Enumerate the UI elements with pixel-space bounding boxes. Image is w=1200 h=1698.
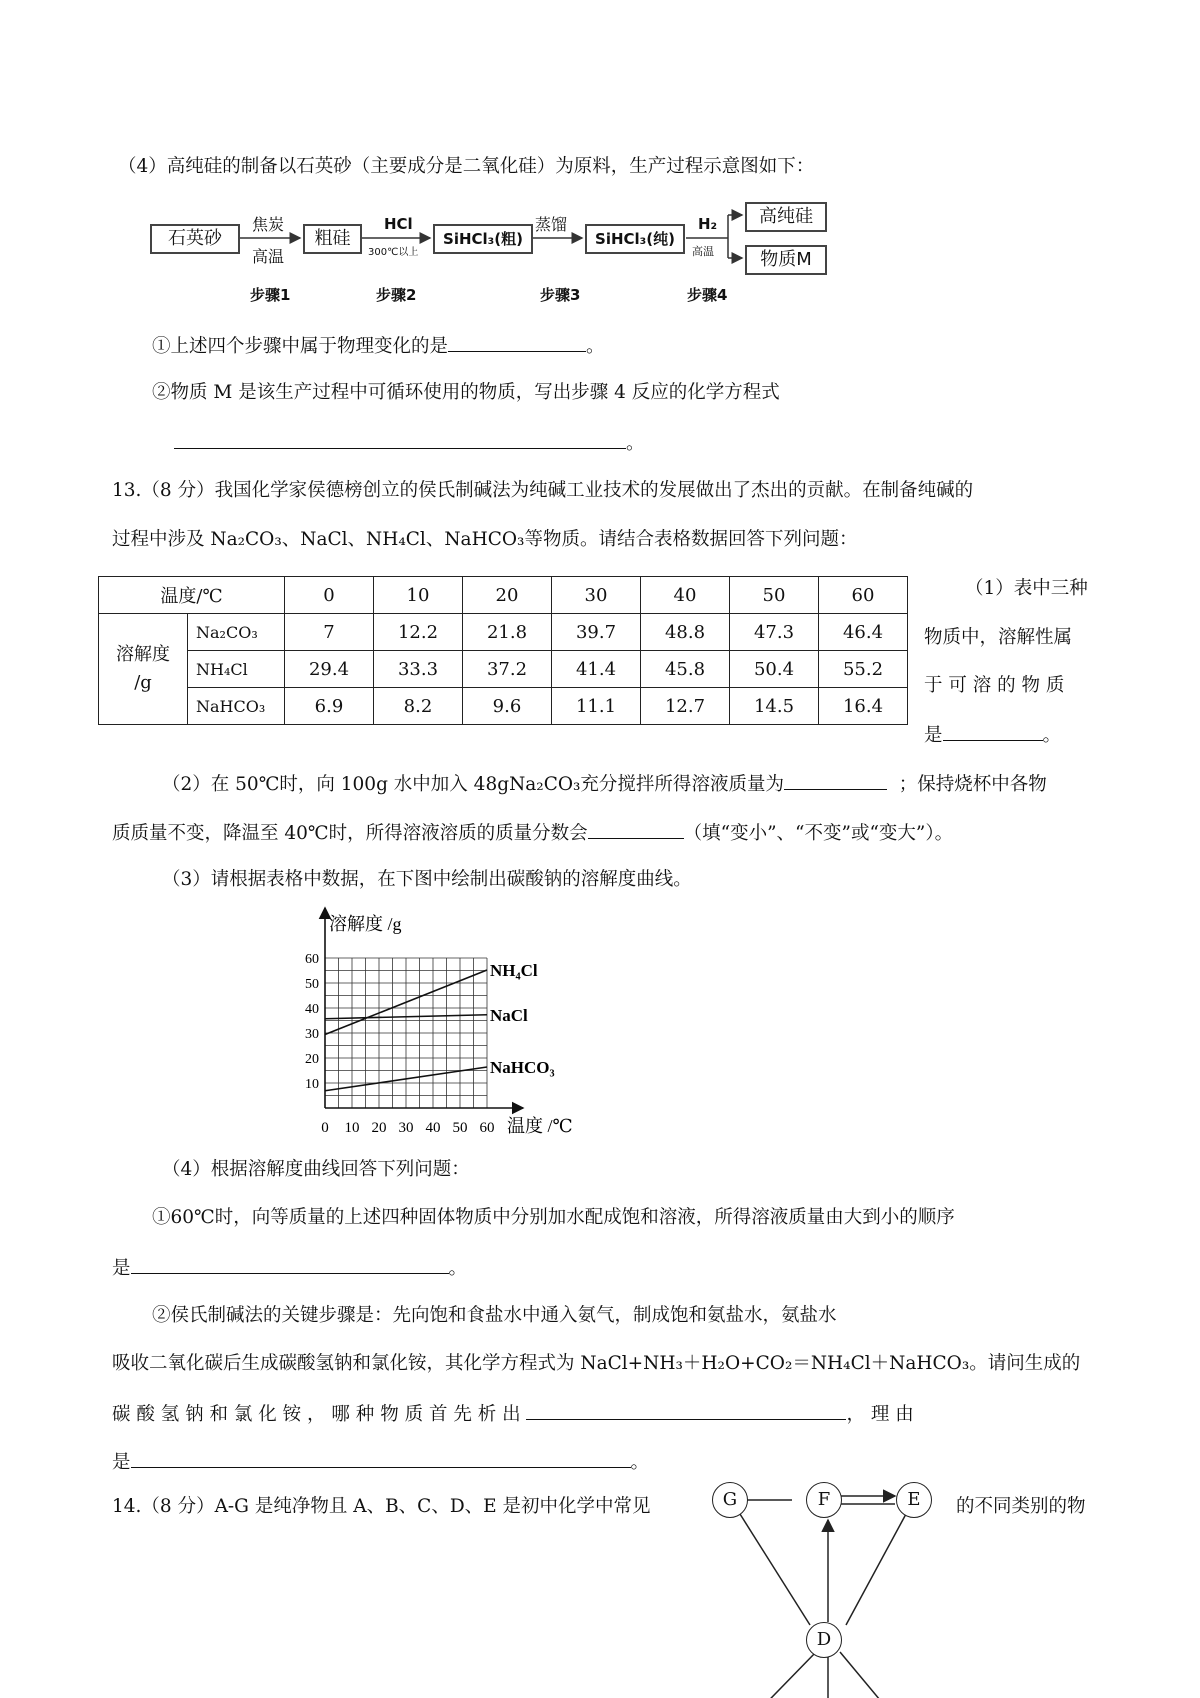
table-cell: 41.4 <box>552 651 641 688</box>
q2-text-d: （填“变小”、“不变”或“变大”）。 <box>683 823 954 844</box>
chart-axes <box>325 908 523 1108</box>
side-q1-shi: 是 <box>924 725 943 746</box>
table-cell: 11.1 <box>552 688 641 725</box>
series-label: NaHCO₃ <box>490 1058 555 1077</box>
answer-blank-reason[interactable] <box>131 1449 631 1468</box>
x-tick-label: 10 <box>344 1120 360 1136</box>
table-cell: 12.7 <box>641 688 730 725</box>
q13-stem-line2: 过程中涉及 Na₂CO₃、NaCl、NH₄Cl、NaHCO₃等物质。请结合表格数据回答下列问题： <box>112 529 858 550</box>
x-tick-label: 30 <box>398 1120 414 1136</box>
x-axis-label: 温度 /℃ <box>507 1116 573 1136</box>
flow-step3: 步骤3 <box>540 286 581 304</box>
q13-q4: （4）根据溶解度曲线回答下列问题： <box>162 1159 470 1180</box>
table-row <box>99 688 908 725</box>
q13-q3: （3）请根据表格中数据，在下图中绘制出碳酸钠的溶解度曲线。 <box>162 869 692 890</box>
x-tick-label: 50 <box>452 1120 468 1136</box>
q4-2-shi: 是 <box>112 1452 131 1473</box>
flow-box-sihcl3-pure: SiHCl₃(纯) <box>585 224 685 254</box>
x-tick-label: 0 <box>321 1120 329 1136</box>
table-cell: 29.4 <box>285 651 374 688</box>
group-label-line2: /g <box>134 672 152 693</box>
node-d: D <box>806 1622 842 1658</box>
node-e: E <box>896 1482 932 1518</box>
flow-step1: 步骤1 <box>250 286 291 304</box>
table-header-row <box>99 577 908 614</box>
table-cell: 46.4 <box>819 614 908 651</box>
y-tick-label: 50 <box>305 977 319 992</box>
q13-side-q1-line1: （1）表中三种 <box>965 578 1088 599</box>
q2-text-a: （2）在 50℃时，向 100g 水中加入 48gNa₂CO₃充分搅拌所得溶液质量为 <box>162 774 784 795</box>
table-temp: 40 <box>641 577 730 614</box>
node-f: F <box>806 1482 842 1518</box>
q13-q2-line2 <box>112 820 953 846</box>
node-g: G <box>712 1482 748 1518</box>
flow-box-quartz-sand: 石英砂 <box>150 224 240 254</box>
q13-side-q1-line3: 于 可 溶 的 物 质 <box>924 675 1065 696</box>
flow-box-substance-m: 物质M <box>745 245 827 275</box>
q2-text-b: ；保持烧杯中各物 <box>898 774 1047 795</box>
answer-blank-step4-equation[interactable] <box>174 430 626 449</box>
q13-q4-2-line4 <box>112 1449 649 1475</box>
table-cell: 12.2 <box>374 614 463 651</box>
table-substance: NH₄Cl <box>188 651 285 688</box>
q13-q4-2-line2: 吸收二氧化碳后生成碳酸氢钠和氯化铵，其化学方程式为 NaCl+NH₃＋H₂O+CO₂＝NH₄Cl＋NaHCO₃。请问生成的 <box>112 1353 1081 1374</box>
table-cell: 8.2 <box>374 688 463 725</box>
flow-box-crude-silicon: 粗硅 <box>303 224 362 254</box>
q12-4-sub1-text: ①上述四个步骤中属于物理变化的是 <box>152 336 449 357</box>
flow-step2: 步骤2 <box>376 286 417 304</box>
table-cell: 48.8 <box>641 614 730 651</box>
y-axis-label: 溶解度 /g <box>329 914 402 934</box>
q13-stem-line1: 13.（8 分）我国化学家侯德榜创立的侯氏制碱法为纯碱工业技术的发展做出了杰出的贡献。在制备纯碱的 <box>112 480 974 501</box>
flow-cond4-top: H₂ <box>698 215 718 233</box>
solubility-table <box>98 576 908 725</box>
table-row <box>99 651 908 688</box>
q12-4-intro: （4）高纯硅的制备以石英砂（主要成分是二氧化硅）为原料，生产过程示意图如下： <box>118 156 815 177</box>
q14-text-a: 14.（8 分）A-G 是纯净物且 A、B、C、D、E 是初中化学中常见 <box>112 1496 651 1517</box>
period: 。 <box>630 1452 650 1473</box>
flow-step4: 步骤4 <box>687 286 728 304</box>
answer-blank-soluble-substance[interactable] <box>943 722 1043 741</box>
chart-labels <box>305 914 573 1136</box>
y-tick-label: 40 <box>305 1002 319 1017</box>
q13-side-q1-line4 <box>924 722 1061 748</box>
chart-series <box>325 970 487 1091</box>
table-cell: 55.2 <box>819 651 908 688</box>
answer-blank-mass-fraction[interactable] <box>588 820 684 839</box>
y-tick-label: 20 <box>305 1052 319 1067</box>
table-temp: 60 <box>819 577 908 614</box>
table-substance: Na₂CO₃ <box>188 614 285 651</box>
y-tick-label: 60 <box>305 952 319 967</box>
table-cell: 6.9 <box>285 688 374 725</box>
group-label-line1: 溶解度 <box>116 644 170 665</box>
q14-text-b: 的不同类别的物 <box>956 1496 1086 1517</box>
flow-cond4-bottom: 高温 <box>692 245 714 258</box>
table-cell: 50.4 <box>730 651 819 688</box>
table-cell: 7 <box>285 614 374 651</box>
period: 。 <box>586 336 605 357</box>
table-cell: 45.8 <box>641 651 730 688</box>
table-cell: 39.7 <box>552 614 641 651</box>
series-label: NaCl <box>490 1005 528 1025</box>
table-substance: NaHCO₃ <box>188 688 285 725</box>
period: 。 <box>448 1258 468 1279</box>
series-line <box>325 970 487 1035</box>
chart-grid <box>325 958 487 1108</box>
q4-1-shi: 是 <box>112 1258 131 1279</box>
flow-cond1-top: 焦炭 <box>252 215 285 234</box>
table-cell: 16.4 <box>819 688 908 725</box>
period: 。 <box>626 433 645 454</box>
y-tick-label: 30 <box>305 1027 319 1042</box>
series-line <box>325 1015 487 1019</box>
flow-cond3-top: 蒸馏 <box>535 215 568 234</box>
table-header-label: 温度/℃ <box>99 577 285 614</box>
flow-cond2-bottom: 300℃以上 <box>368 247 419 258</box>
q12-4-sub1 <box>152 333 605 359</box>
x-tick-label: 40 <box>425 1120 441 1136</box>
q4-2-text-b: ， 理 由 <box>846 1404 914 1425</box>
table-temp: 30 <box>552 577 641 614</box>
table-temp: 20 <box>463 577 552 614</box>
edge-d-e <box>846 1514 906 1625</box>
q13-q4-2-line1: ②侯氏制碱法的关键步骤是：先向饱和食盐水中通入氨气，制成饱和氨盐水，氨盐水 <box>152 1305 837 1326</box>
flow-box-high-purity-silicon: 高纯硅 <box>745 202 827 232</box>
series-line <box>325 1067 487 1091</box>
q13-q4-1-line2 <box>112 1255 467 1281</box>
table-cell: 47.3 <box>730 614 819 651</box>
q12-4-sub2: ②物质 M 是该生产过程中可循环使用的物质，写出步骤 4 反应的化学方程式 <box>152 382 780 403</box>
table-cell: 9.6 <box>463 688 552 725</box>
table-cell: 14.5 <box>730 688 819 725</box>
q13-q4-1-line1: ①60℃时，向等质量的上述四种固体物质中分别加水配成饱和溶液，所得溶液质量由大到小的顺序 <box>152 1207 955 1228</box>
edge-d-c <box>840 1652 905 1698</box>
table-temp: 50 <box>730 577 819 614</box>
table-row <box>99 614 908 651</box>
y-tick-label: 10 <box>305 1077 319 1092</box>
table-cell: 33.3 <box>374 651 463 688</box>
table-temp: 10 <box>374 577 463 614</box>
x-tick-label: 60 <box>479 1120 495 1136</box>
q13-q2-line1 <box>162 771 1047 797</box>
q13-side-q1-line2: 物质中，溶解性属 <box>924 627 1073 648</box>
q4-2-text-a: 碳 酸 氢 钠 和 氯 化 铵 ， 哪 种 物 质 首 先 析 出 <box>112 1404 521 1425</box>
x-tick-label: 20 <box>371 1120 387 1136</box>
answer-blank-solution-mass[interactable] <box>784 771 887 790</box>
flow-box-sihcl3-crude: SiHCl₃(粗) <box>433 224 533 254</box>
table-temp: 0 <box>285 577 374 614</box>
table-cell: 21.8 <box>463 614 552 651</box>
q13-q4-2-line3 <box>112 1401 914 1427</box>
answer-blank-solution-mass-order[interactable] <box>131 1255 449 1274</box>
flow-cond1-bottom: 高温 <box>252 247 285 266</box>
q2-text-c: 质质量不变，降温至 40℃时，所得溶液溶质的质量分数会 <box>112 823 588 844</box>
relation-edges <box>740 1496 906 1698</box>
edge-g-d <box>740 1514 810 1625</box>
answer-blank-physical-change[interactable] <box>448 333 586 352</box>
period: 。 <box>1042 725 1062 746</box>
answer-blank-first-precipitate[interactable] <box>526 1401 846 1420</box>
flow-cond2-top: HCl <box>384 215 413 233</box>
table-cell: 37.2 <box>463 651 552 688</box>
edge-d-a <box>740 1652 816 1698</box>
table-group-label <box>99 614 188 725</box>
q12-4-equation-line <box>174 430 645 456</box>
series-label: NH₄Cl <box>490 961 538 980</box>
